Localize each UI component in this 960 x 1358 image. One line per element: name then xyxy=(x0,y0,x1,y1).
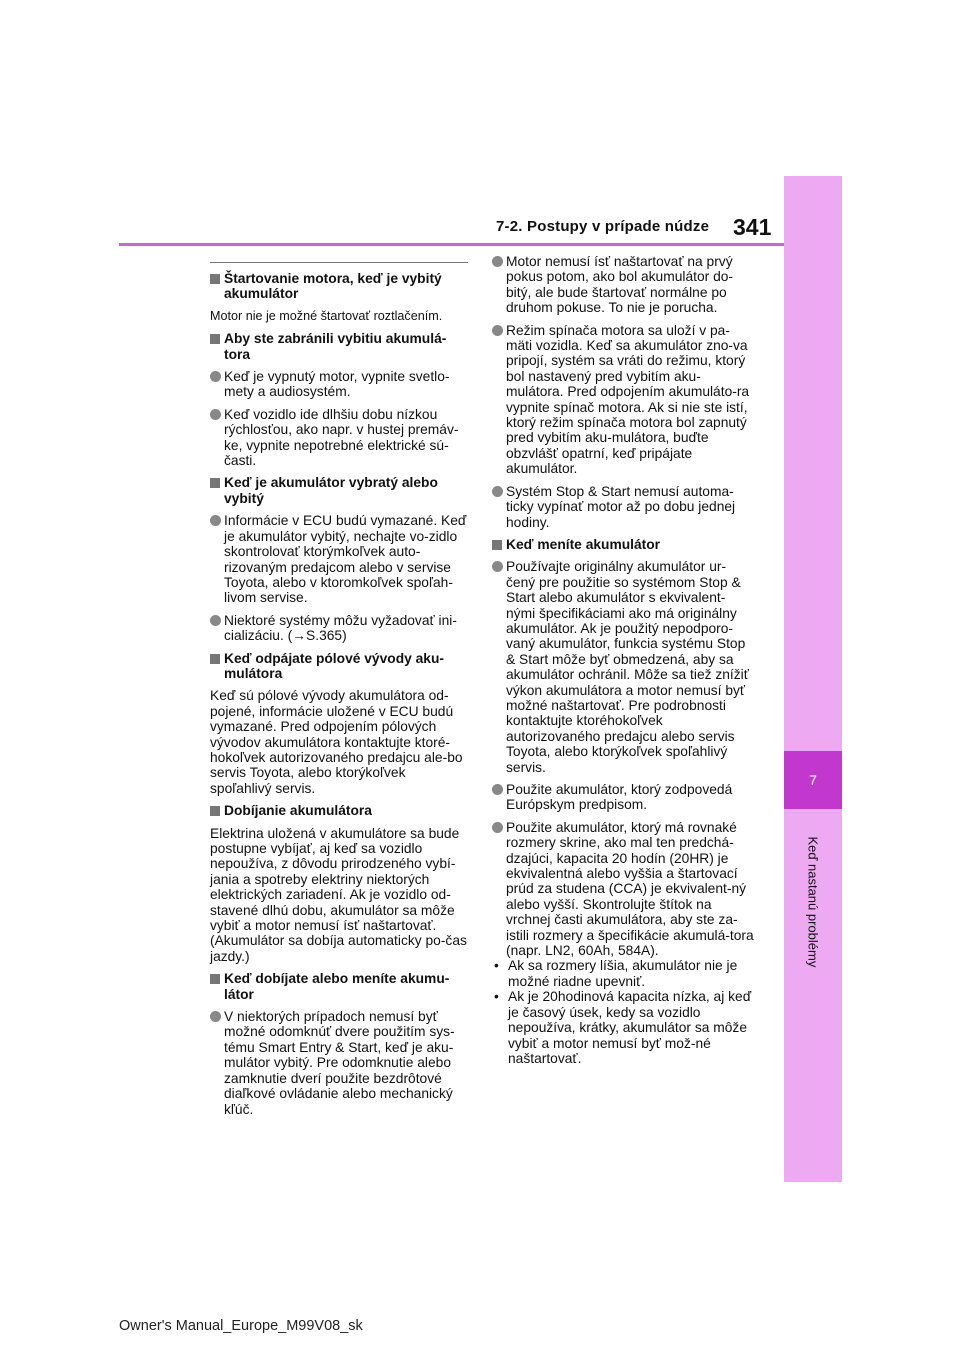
bullet-text: Použite akumulátor, ktorý má rovnaké rozmery skrine, ako mal ten predchá-dzajúci, kapacita 20 hodín (20HR) je ekvivalentná alebo vyššia a štartovací prúd za studena (CCA) je ekvivalent-ný alebo vyšší. Skontrolujte štítok na vrchnej časti akumulátora, aby ste za-istili rozmery a špecifikácie akumulá-tora (napr. LN2, 60Ah, 584A). xyxy=(506,819,754,959)
sub-bullet-text: Ak je 20hodinová kapacita nízka, aj keď je časový úsek, kedy sa vozidlo nepoužíva, krátky, akumulátor sa môže vybiť a motor nemusí byť mož-né naštartovať. xyxy=(508,989,752,1066)
bullet-item xyxy=(210,613,468,644)
heading-text: Štartovanie motora, keď je vybitý akumulátor xyxy=(224,271,442,302)
section-title: 7-2. Postupy v prípade núdze xyxy=(496,218,710,235)
section-heading xyxy=(210,971,468,1002)
square-bullet-icon xyxy=(210,478,220,488)
heading-text: Dobíjanie akumulátora xyxy=(224,803,372,819)
bullet-item xyxy=(492,323,754,477)
sub-bullet-text: Ak sa rozmery líšia, akumulátor nie je možné riadne upevniť. xyxy=(508,958,738,989)
sub-bullet-item: • Ak sa rozmery líšia, akumulátor nie je možné riadne upevniť. xyxy=(494,958,738,989)
heading-text: Keď dobíjate alebo meníte akumu-látor xyxy=(224,971,450,1002)
section-heading xyxy=(210,331,468,362)
bullet-item xyxy=(210,513,468,605)
right-column xyxy=(492,254,754,1066)
bullet-text: Motor nemusí ísť naštartovať na prvý pokus potom, ako bol akumulátor do-bitý, ale bude štartovať normálne po druhom pokuse. To nie je porucha. xyxy=(506,254,734,316)
circle-bullet-icon xyxy=(492,561,503,572)
bullet-text: Systém Stop & Start nemusí automa-ticky vypínať motor až po dobu jednej hodiny. xyxy=(506,483,736,530)
section-heading xyxy=(210,271,468,302)
chapter-label: Keď nastanú problémy xyxy=(805,836,821,968)
bullet-text: Informácie v ECU budú vymazané. Keď je akumulátor vybitý, nechajte vo-zidlo skontrolovať ktorýmkoľvek auto-rizovaným predajcom alebo v servise Toyota, alebo v ktoromkoľvek spoľah-livom servise. xyxy=(224,513,467,606)
heading-text: Keď odpájate pólové vývody aku-mulátora xyxy=(224,650,444,681)
bullet-text[interactable]: Niektoré systémy môžu vyžadovať ini-cializáciu. (→S.365) xyxy=(224,612,457,644)
paragraph: Elektrina uložená v akumulátore sa bude postupne vybíjať, aj keď sa vozidlo nepoužíva, z dôvodu prirodzeného vybí-jania a spotreby elektriny niektorých elektrických zariadení. Ak je vozidlo od-stavené dlhú dobu, akumulátor sa môže vybiť a motor nemusí ísť naštartovať. (Akumulátor sa dobíja automaticky po-čas jazdy.) xyxy=(210,825,467,964)
bullet-item xyxy=(492,254,754,316)
square-bullet-icon xyxy=(210,274,220,284)
bullet-text: Keď vozidlo ide dlhšiu dobu nízkou rýchlosťou, ako napr. v hustej premáv-ke, vypnite nepotrebné elektrické sú-časti. xyxy=(224,406,459,469)
square-bullet-icon xyxy=(210,806,220,816)
paragraph: Keď sú pólové vývody akumulátora od-pojené, informácie uložené v ECU budú vymazané. Pred odpojením pólových vývodov akumulátora kontaktujte ktoré-hokoľvek autorizovaného predajcu ale-bo servis Toyota, alebo ktorýkoľvek spoľahlivý servis. xyxy=(210,688,463,796)
section-heading xyxy=(210,475,468,506)
bullet-item xyxy=(210,407,468,469)
left-column xyxy=(210,262,468,1124)
bullet-item xyxy=(492,782,754,813)
section-heading xyxy=(210,803,468,818)
circle-bullet-icon xyxy=(492,486,503,497)
bullet-item xyxy=(492,559,754,775)
circle-bullet-icon xyxy=(492,325,503,336)
page-number: 341 xyxy=(733,214,772,240)
heading-text: Keď meníte akumulátor xyxy=(506,536,661,552)
circle-bullet-icon xyxy=(210,371,221,382)
chapter-side-tab[interactable] xyxy=(784,176,842,1182)
bullet-text: Keď je vypnutý motor, vypnite svetlo-mety a audiosystém. xyxy=(224,369,450,400)
circle-bullet-icon xyxy=(210,615,221,626)
square-bullet-icon xyxy=(210,334,220,344)
bullet-text: Režim spínača motora sa uloží v pa-mäti vozidla. Keď sa akumulátor zno-va pripojí, systém sa vráti do režimu, ktorý bol nastavený pred vybitím aku-mulátora. Pred odpojením akumuláto-ra vypnite spínač motora. Ak si nie ste istí, ktorý režim spínača motora bol zapnutý pred vybitím aku-mulátora, buďte obzvlášť opatrní, keď pripájate akumulátor. xyxy=(506,322,750,477)
sub-bullet-item: • Ak je 20hodinová kapacita nízka, aj keď je časový úsek, kedy sa vozidlo nepoužíva, krátky, akumulátor sa môže vybiť a motor nemusí byť mož-né naštartovať. xyxy=(494,989,752,1066)
footer-text: Owner's Manual_Europe_M99V08_sk xyxy=(119,1318,363,1334)
section-heading xyxy=(210,651,468,682)
chapter-number[interactable]: 7 xyxy=(784,751,842,809)
circle-bullet-icon xyxy=(492,822,503,833)
bullet-text: V niektorých prípadoch nemusí byť možné odomknúť dvere použitím sys-tému Smart Entry & Start, keď je aku-mulátor vybitý. Pre odomknutie alebo zamknutie dverí použite bezdrôtové diaľkové ovládanie alebo mechanický kľúč. xyxy=(224,1009,455,1117)
header-rule xyxy=(119,243,784,246)
bullet-item xyxy=(492,820,754,959)
circle-bullet-icon xyxy=(210,1011,221,1022)
circle-bullet-icon xyxy=(210,515,221,526)
square-bullet-icon xyxy=(492,540,502,550)
square-bullet-icon xyxy=(210,974,220,984)
bullet-item xyxy=(210,369,468,400)
bullet-text: Používajte originálny akumulátor ur-čený pre použitie so systémom Stop & Start alebo akumulátor s ekvivalent-nými špecifikáciami ako má originálny akumulátor. Ak je použitý nepodporo-vaný akumulátor, funkcia systému Stop & Start môže byť obmedzená, aby sa akumulátor ochránil. Môže sa tiež znížiť výkon akumulátora a motor nemusí byť možné naštartovať. Pre podrobnosti kontaktujte ktoréhokoľvek autorizovaného predajcu alebo servis Toyota, alebo ktorýkoľvek spoľahlivý servis. xyxy=(506,559,749,775)
circle-bullet-icon xyxy=(210,409,221,420)
bullet-item xyxy=(210,1009,468,1117)
square-bullet-icon xyxy=(210,654,220,664)
paragraph: Motor nie je možné štartovať roztlačením. xyxy=(210,308,443,323)
bullet-text: Použite akumulátor, ktorý zodpovedá Európskym predpisom. xyxy=(506,782,733,813)
heading-text: Keď je akumulátor vybratý alebo vybitý xyxy=(224,475,438,506)
section-heading xyxy=(492,537,754,552)
heading-text: Aby ste zabránili vybitiu akumulá-tora xyxy=(224,331,447,362)
bullet-item xyxy=(492,484,754,530)
circle-bullet-icon xyxy=(492,256,503,267)
circle-bullet-icon xyxy=(492,784,503,795)
